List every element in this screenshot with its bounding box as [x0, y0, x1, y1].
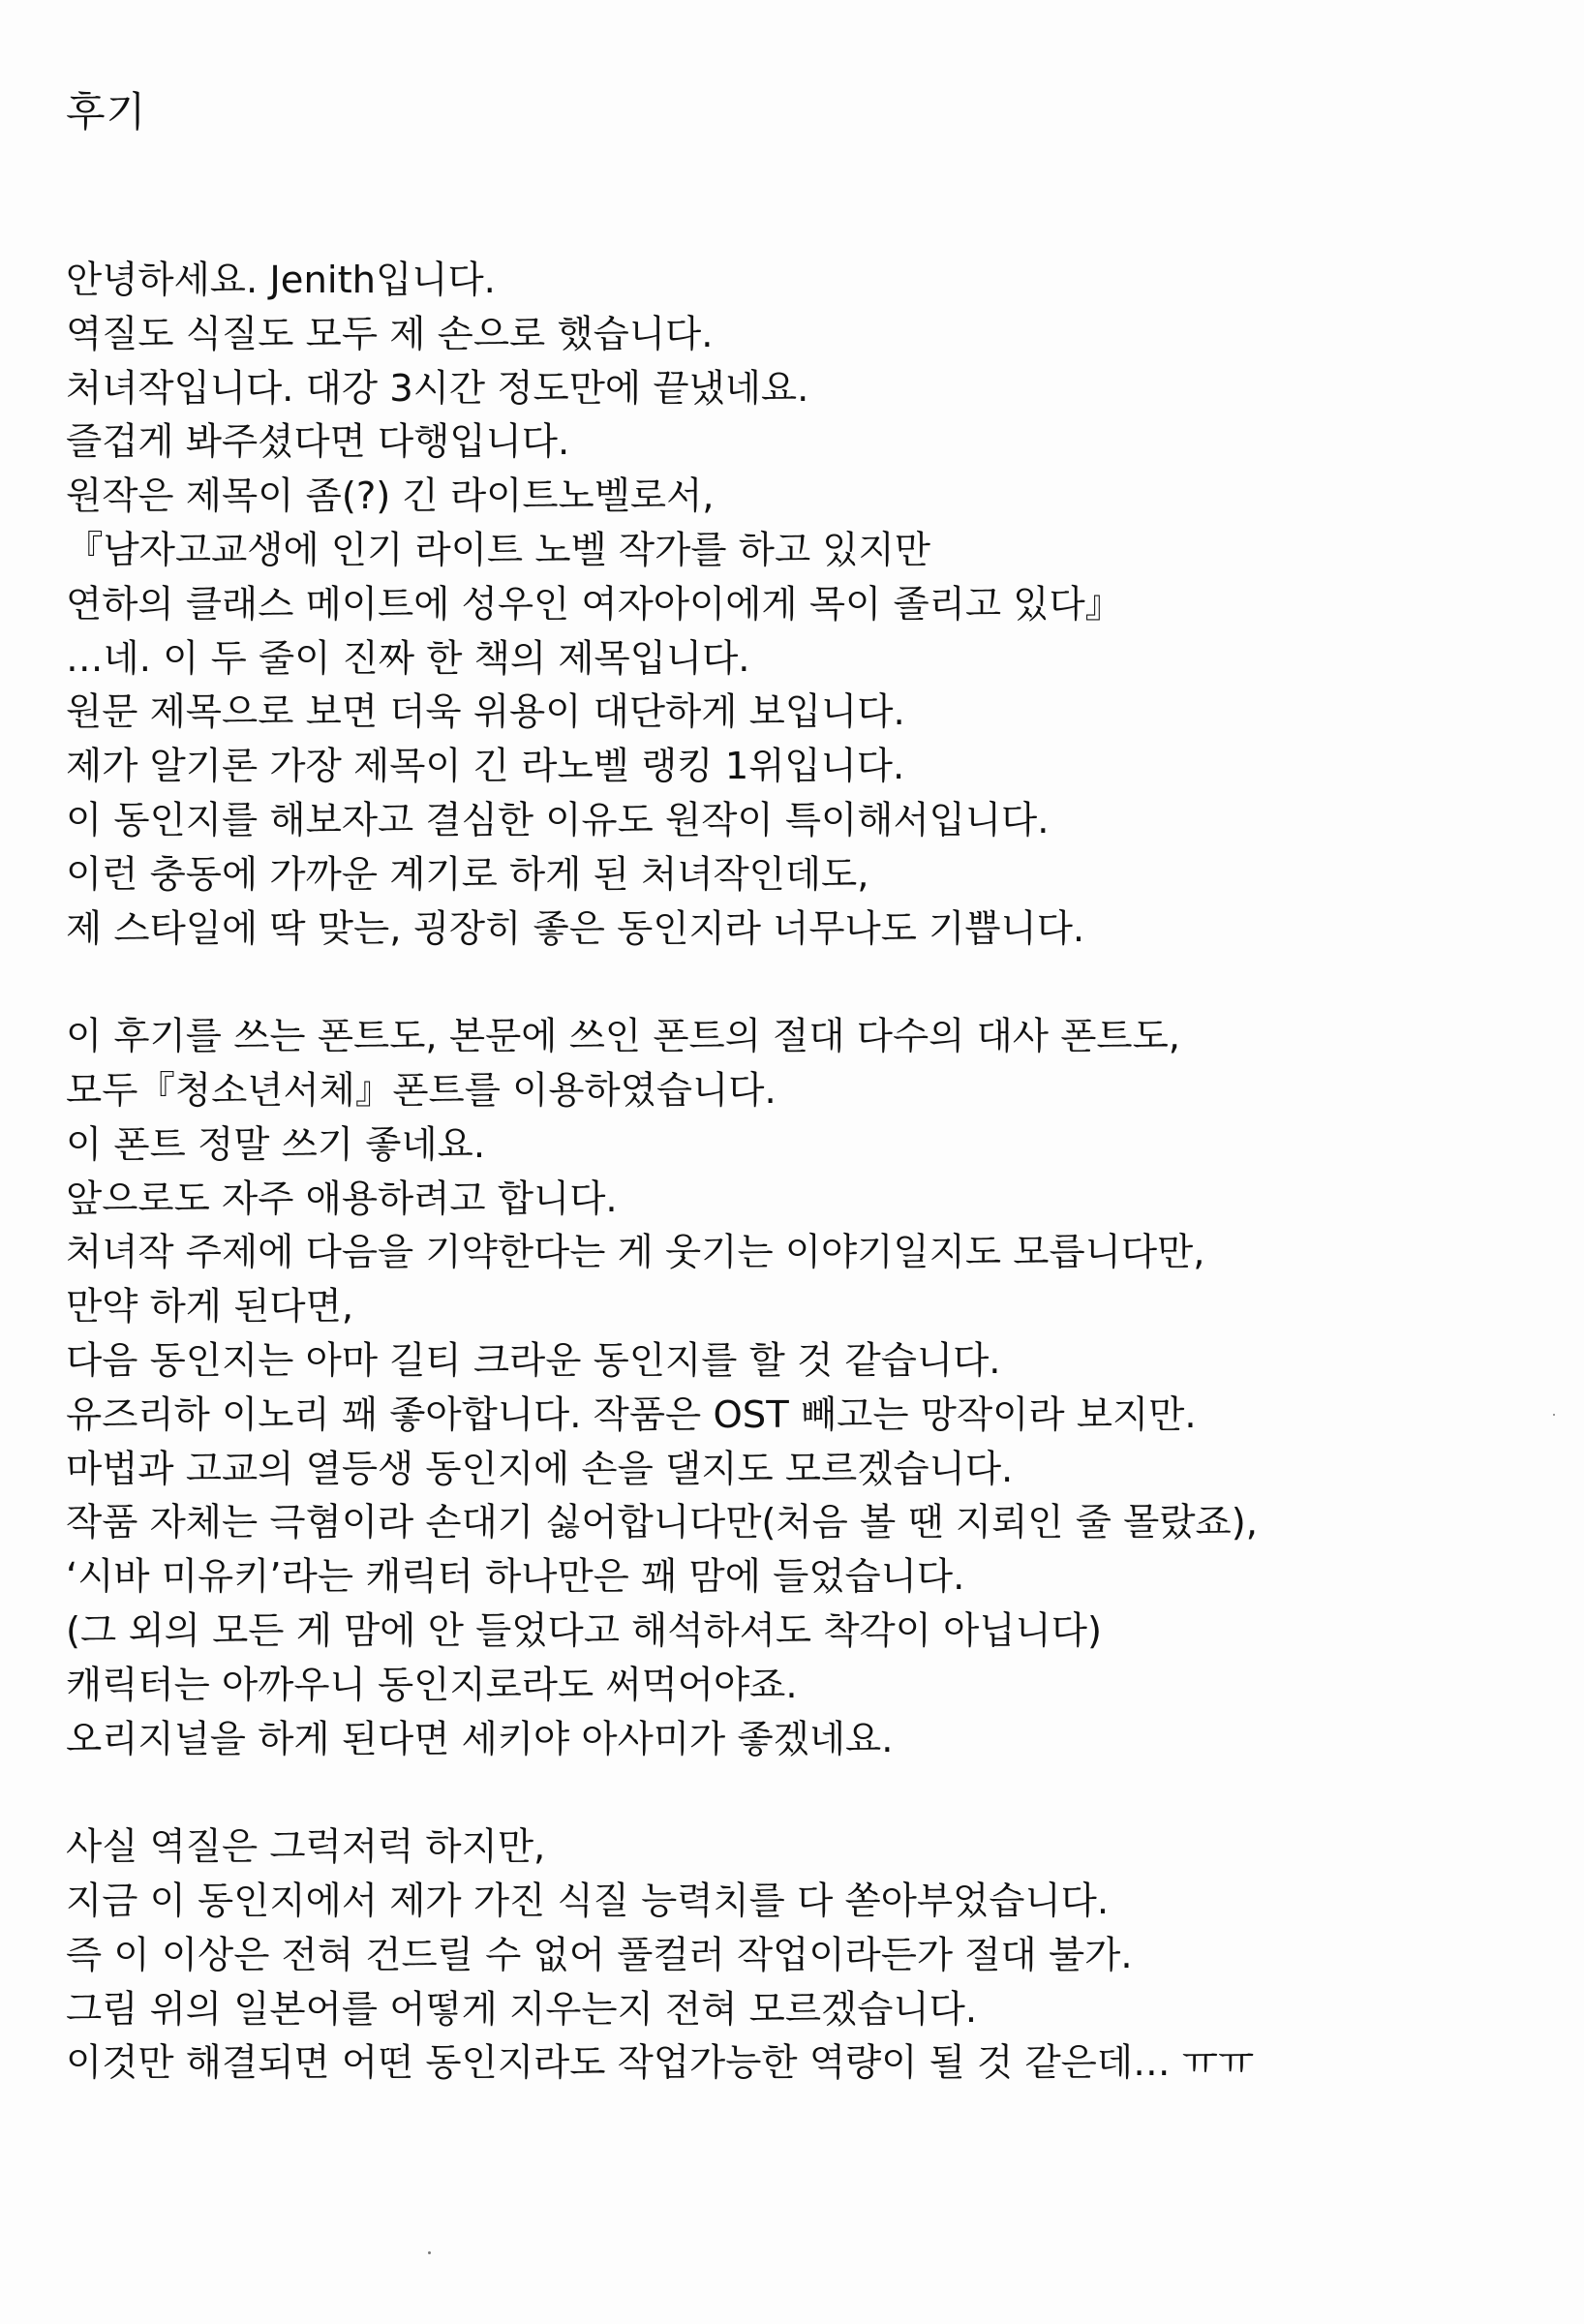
text-line: 연하의 클래스 메이트에 성우인 여자아이에게 목이 졸리고 있다』	[66, 582, 1123, 627]
paragraph-3	[66, 1820, 1557, 2091]
text-line: 다음 동인지는 아마 길티 크라운 동인지를 할 것 같습니다.	[66, 1338, 1001, 1383]
paragraph-1	[66, 254, 1557, 956]
text-line: 이 후기를 쓰는 폰트도, 본문에 쓰인 폰트의 절대 다수의 대사 폰트도,	[66, 1015, 1181, 1059]
text-line: 만약 하게 된다면,	[66, 1285, 354, 1330]
text-line: 이런 충동에 가까운 계기로 하게 된 처녀작인데도,	[66, 852, 869, 897]
text-line: 마법과 고교의 열등생 동인지에 손을 댈지도 모르겠습니다.	[66, 1447, 1014, 1491]
scan-speck	[428, 2251, 431, 2254]
text-line: 이것만 해결되면 어떤 동인지라도 작업가능한 역량이 될 것 같은데… ㅠㅠ	[66, 2041, 1255, 2086]
text-line: 지금 이 동인지에서 제가 가진 식질 능력치를 다 쏟아부었습니다.	[66, 1879, 1110, 1923]
scan-speck	[1553, 1414, 1555, 1416]
text-line: ‘시바 미유키’라는 캐릭터 하나만은 꽤 맘에 들었습니다.	[66, 1555, 965, 1600]
text-line: 역질도 식질도 모두 제 손으로 했습니다.	[66, 312, 714, 356]
text-line: 즐겁게 봐주셨다면 다행입니다.	[66, 420, 570, 465]
text-line: 이 동인지를 해보자고 결심한 이유도 원작이 특이해서입니다.	[66, 798, 1050, 842]
text-line: 캐릭터는 아까우니 동인지로라도 써먹어야죠.	[66, 1663, 798, 1707]
text-line: 제 스타일에 딱 맞는, 굉장히 좋은 동인지라 너무나도 기쁩니다.	[66, 906, 1085, 951]
paragraph-gap	[66, 956, 1557, 1010]
text-line: 즉 이 이상은 전혀 건드릴 수 없어 풀컬러 작업이라든가 절대 불가.	[66, 1933, 1133, 1977]
text-line: 모두『청소년서체』폰트를 이용하였습니다.	[66, 1068, 777, 1113]
page-title: 후기	[66, 88, 147, 136]
text-line: 처녀작입니다. 대강 3시간 정도만에 끝냈네요.	[66, 366, 809, 411]
afterword-body	[66, 254, 1557, 2091]
text-line: 원문 제목으로 보면 더욱 위용이 대단하게 보입니다.	[66, 690, 905, 735]
text-line: 사실 역질은 그럭저럭 하지만,	[66, 1825, 546, 1870]
paragraph-gap	[66, 1766, 1557, 1820]
text-line: 처녀작 주제에 다음을 기약한다는 게 웃기는 이야기일지도 모릅니다만,	[66, 1231, 1205, 1275]
text-line: (그 외의 모든 게 맘에 안 들었다고 해석하셔도 착각이 아닙니다)	[66, 1608, 1102, 1653]
text-line: 원작은 제목이 좀(?) 긴 라이트노벨로서,	[66, 474, 715, 519]
text-line: 유즈리하 이노리 꽤 좋아합니다. 작품은 OST 빼고는 망작이라 보지만.	[66, 1392, 1197, 1437]
text-line: 안녕하세요. Jenith입니다.	[66, 259, 496, 302]
text-line: 작품 자체는 극혐이라 손대기 싫어합니다만(처음 볼 땐 지뢰인 줄 몰랐죠),	[66, 1501, 1258, 1545]
text-line: 『남자고교생에 인기 라이트 노벨 작가를 하고 있지만	[66, 528, 930, 572]
paragraph-2	[66, 1010, 1557, 1766]
text-line: …네. 이 두 줄이 진짜 한 책의 제목입니다.	[66, 636, 750, 681]
text-line: 앞으로도 자주 애용하려고 합니다.	[66, 1177, 618, 1221]
text-line: 제가 알기론 가장 제목이 긴 라노벨 랭킹 1위입니다.	[66, 745, 905, 789]
text-line: 그림 위의 일본어를 어떻게 지우는지 전혀 모르겠습니다.	[66, 1987, 978, 2032]
text-line: 이 폰트 정말 쓰기 좋네요.	[66, 1122, 486, 1167]
text-line: 오리지널을 하게 된다면 세키야 아사미가 좋겠네요.	[66, 1717, 894, 1761]
